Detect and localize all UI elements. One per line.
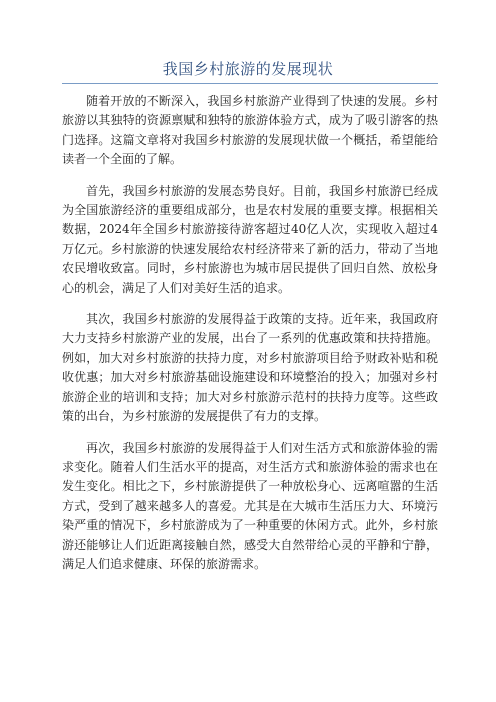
- page-title: 我国乡村旅游的发展现状: [162, 60, 334, 78]
- paragraph-intro: 随着开放的不断深入，我国乡村旅游产业得到了快速的发展。乡村旅游以其独特的资源禀赋和独特的旅游体验方式，成为了吸引游客的热门选择。这篇文章将对我国乡村旅游的发展现状做一个概括，希望能给读者一个全面的了解。: [62, 94, 438, 167]
- paragraph-first: 首先，我国乡村旅游的发展态势良好。目前，我国乡村旅游已经成为全国旅游经济的重要组成部分，也是农村发展的重要支撑。根据相关数据，2024年全国乡村旅游接待游客超过40亿人次，实现收入超过4万亿元。乡村旅游的快速发展给农村经济带来了新的活力，带动了当地农民增收致富。同时，乡村旅游也为城市居民提供了回归自然、放松身心的机会，满足了人们对美好生活的追求。: [62, 183, 438, 295]
- paragraph-second: 其次，我国乡村旅游的发展得益于政策的支持。近年来，我国政府大力支持乡村旅游产业的发展，出台了一系列的优惠政策和扶持措施。例如，加大对乡村旅游的扶持力度，对乡村旅游项目给予财政补贴和税收优惠；加大对乡村旅游基础设施建设和环境整治的投入；加强对乡村旅游企业的培训和支持；加大对乡村旅游示范村的扶持力度等。这些政策的出台，为乡村旅游的发展提供了有力的支撑。: [62, 312, 438, 424]
- document-body: [62, 92, 438, 586]
- title-divider: [62, 83, 438, 84]
- paragraph-third: 再次，我国乡村旅游的发展得益于人们对生活方式和旅游体验的需求变化。随着人们生活水平的提高，对生活方式和旅游体验的需求也在发生变化。相比之下，乡村旅游提供了一种放松身心、远离喧嚣的生活方式，受到了越来越多人的喜爱。尤其是在大城市生活压力大、环境污染严重的情况下，乡村旅游成为了一种重要的休闲方式。此外，乡村旅游还能够让人们近距离接触自然，感受大自然带给心灵的平静和宁静，满足人们追求健康、环保的旅游需求。: [62, 440, 438, 571]
